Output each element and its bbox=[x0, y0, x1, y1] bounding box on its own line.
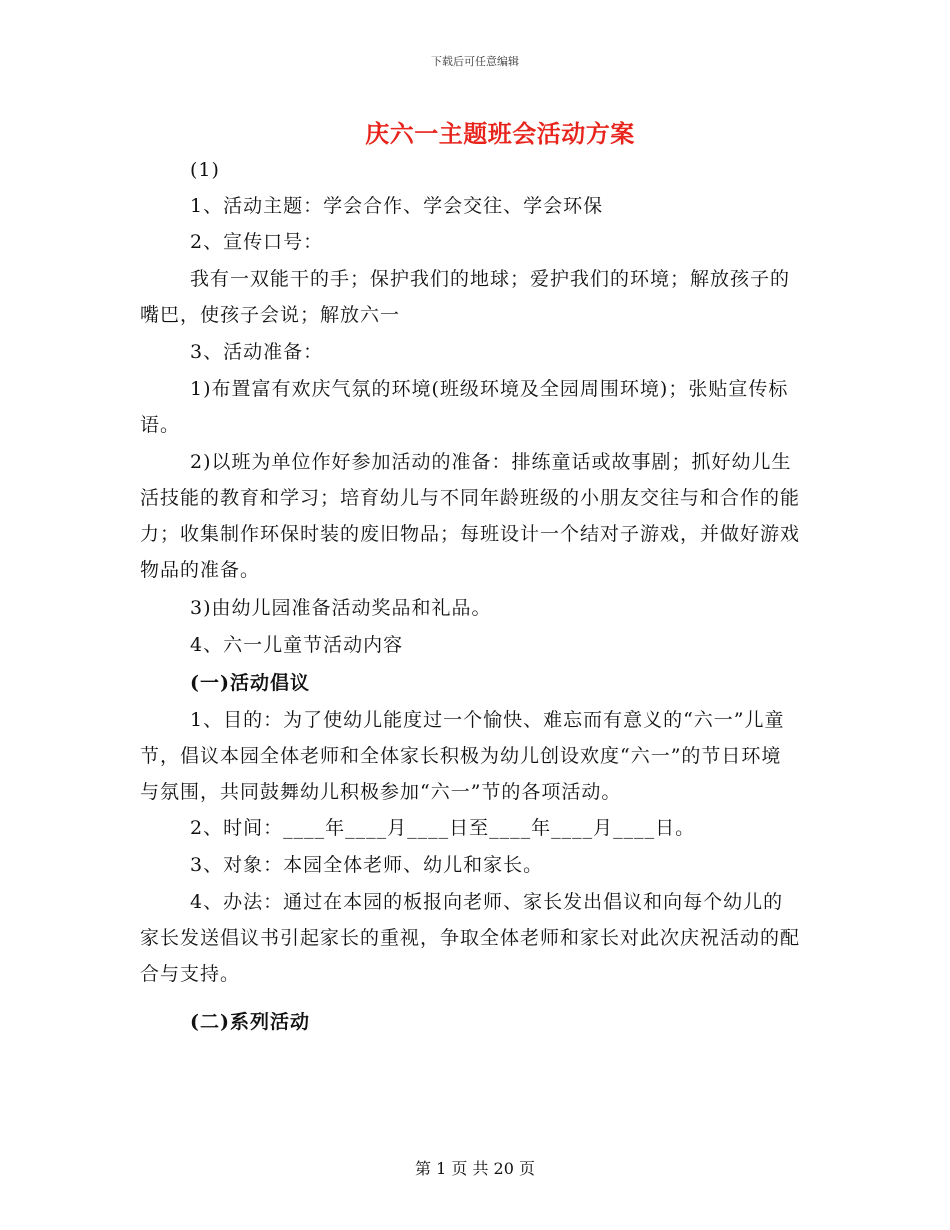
preparation-heading: 3、活动准备： bbox=[190, 341, 324, 363]
purpose-paragraph: 1、目的：为了使幼儿能度过一个愉快、难忘而有意义的“六一”儿童节，倡议本园全体老师和全体家长积极为幼儿创设欢度“六一”的节日环境与氛围，共同鼓舞幼儿积极参加“六一”节的各项活动。 bbox=[140, 709, 785, 803]
preparation-item-3: 3)由幼儿园准备活动奖品和礼品。 bbox=[190, 597, 492, 619]
page-header-note: 下载后可任意编辑 bbox=[431, 55, 519, 68]
preparation-item-2: 2)以班为单位作好参加活动的准备：排练童话或故事剧；抓好幼儿生活技能的教育和学习；培育幼儿与不同年龄班级的小朋友交往与和合作的能力；收集制作环保时装的废旧物品；每班设计一个结对子游戏，并做好游戏物品的准备。 bbox=[140, 451, 801, 581]
time-paragraph: 2、时间：____年____月____日至____年____月____日。 bbox=[190, 817, 696, 839]
slogan-heading: 2、宣传口号： bbox=[190, 231, 324, 253]
preparation-item-1: 1)布置富有欢庆气氛的环境(班级环境及全园周围环境)；张贴宣传标语。 bbox=[140, 378, 789, 436]
audience-paragraph: 3、对象：本园全体老师、幼儿和家长。 bbox=[190, 854, 544, 876]
section-heading-proposal: (一)活动倡议 bbox=[190, 672, 310, 694]
paragraph-number: (1) bbox=[190, 159, 220, 181]
method-paragraph: 4、办法：通过在本园的板报向老师、家长发出倡议和向每个幼儿的家长发送倡议书引起家长的重视，争取全体老师和家长对此次庆祝活动的配合与支持。 bbox=[140, 891, 801, 985]
slogan-text: 我有一双能干的手；保护我们的地球；爱护我们的环境；解放孩子的嘴巴，使孩子会说；解放六一 bbox=[140, 268, 791, 326]
section-heading-series: (二)系列活动 bbox=[190, 1011, 310, 1033]
content-heading: 4、六一儿童节活动内容 bbox=[190, 634, 404, 656]
page-number: 第 1 页 共 20 页 bbox=[415, 1159, 535, 1178]
document-title: 庆六一主题班会活动方案 bbox=[365, 120, 635, 148]
activity-theme: 1、活动主题：学会合作、学会交往、学会环保 bbox=[190, 195, 604, 217]
